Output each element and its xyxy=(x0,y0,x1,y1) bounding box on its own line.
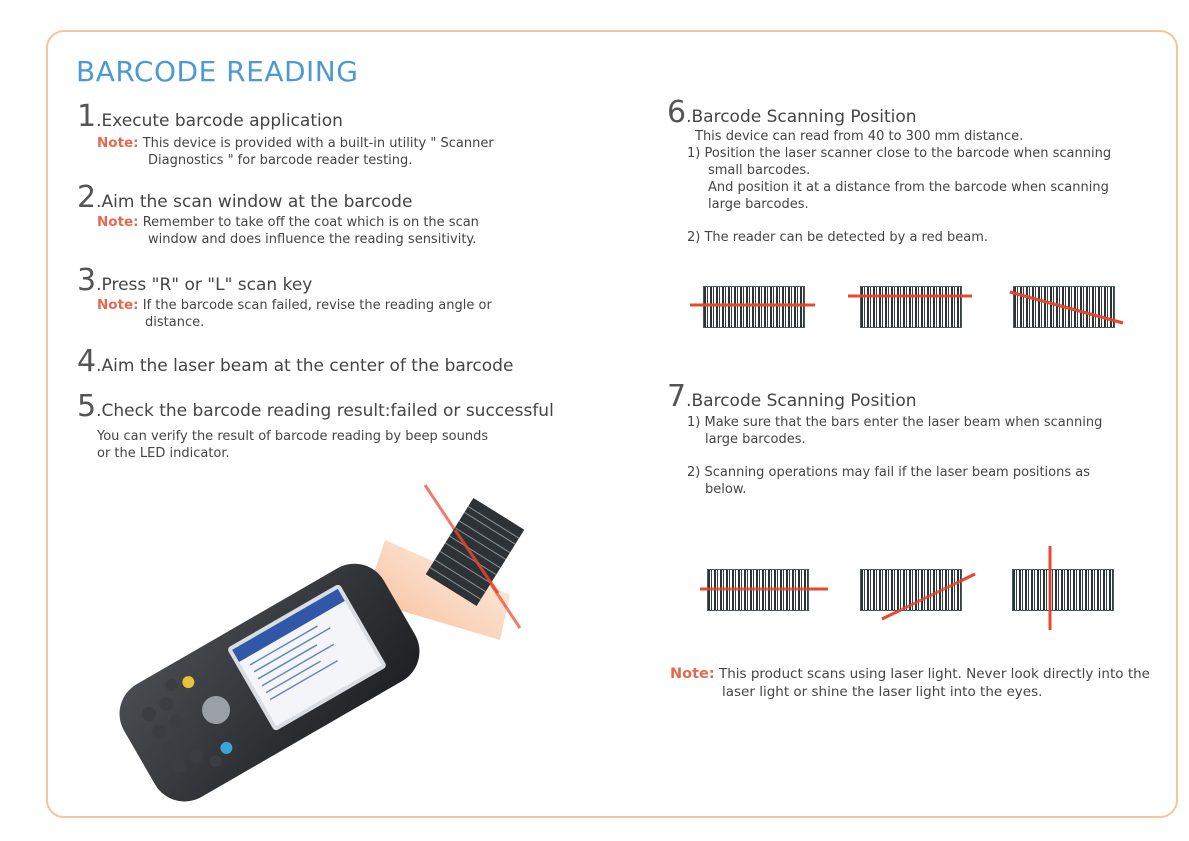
step-number: 5 xyxy=(77,389,97,424)
step-heading: Aim the laser beam at the center of the barcode xyxy=(101,356,514,376)
body-text: 2) The reader can be detected by a red beam. xyxy=(687,230,989,245)
body-text: small barcodes. xyxy=(708,163,811,178)
note-label: Note: xyxy=(97,214,139,230)
step-heading: Aim the scan window at the barcode xyxy=(101,192,413,212)
body-text: below. xyxy=(705,482,747,497)
body-text: or the LED indicator. xyxy=(97,446,230,461)
note-text: Diagnostics " for barcode reader testing. xyxy=(148,153,413,168)
note-label: Note: xyxy=(670,666,715,682)
note-text: If the barcode scan failed, revise the reading angle or xyxy=(142,298,492,313)
step-5: 5.Check the barcode reading result:failed or successful You can verify the result of barcode reading by beep sounds or the LED indicator. xyxy=(77,389,554,461)
step-6: 6.Barcode Scanning Position This device can read from 40 to 300 mm distance. 1) Position the laser scanner close to the barcode when scanning small barcodes. And position it at a distance from the barcode when scanning large barcodes. 2) The reader can be detected by a red beam. xyxy=(667,95,1112,245)
step-number: 2 xyxy=(77,180,97,215)
step-7: 7.Barcode Scanning Position 1) Make sure that the bars enter the laser beam when scanning large barcodes. 2) Scanning operations may fail if the laser beam positions as below. xyxy=(667,379,1103,497)
note-text: This product scans using laser light. Never look directly into the xyxy=(718,666,1150,682)
step-heading: Barcode Scanning Position xyxy=(691,391,917,411)
step-2: 2.Aim the scan window at the barcode Note: Remember to take off the coat which is on the scan window and does influence the reading sensitivity. xyxy=(77,180,479,247)
step-heading: Barcode Scanning Position xyxy=(691,107,917,127)
note-text: Remember to take off the coat which is on the scan xyxy=(142,215,479,230)
note-label: Note: xyxy=(97,135,139,151)
body-text: And position it at a distance from the barcode when scanning xyxy=(708,180,1109,195)
body-text: You can verify the result of barcode reading by beep sounds xyxy=(97,429,489,444)
body-text: large barcodes. xyxy=(705,432,806,447)
step-heading: Press "R" or "L" scan key xyxy=(101,275,313,295)
step-number: 6 xyxy=(667,95,687,130)
step-number: 1 xyxy=(77,99,97,134)
body-text: large barcodes. xyxy=(708,197,809,212)
note-text: window and does influence the reading sensitivity. xyxy=(148,232,477,247)
body-text: 1) Position the laser scanner close to the barcode when scanning xyxy=(687,146,1112,161)
note-label: Note: xyxy=(97,297,139,313)
step-number: 3 xyxy=(77,263,97,298)
body-text: This device can read from 40 to 300 mm distance. xyxy=(695,129,1024,144)
step-heading: Check the barcode reading result:failed or successful xyxy=(101,401,554,421)
safety-note xyxy=(670,665,1150,701)
body-text: 1) Make sure that the bars enter the laser beam when scanning xyxy=(687,415,1103,430)
note-text: distance. xyxy=(145,315,205,330)
step-4: 4.Aim the laser beam at the center of the barcode xyxy=(77,344,514,379)
body-text: 2) Scanning operations may fail if the laser beam positions as xyxy=(687,465,1090,480)
note-text: This device is provided with a built-in utility " Scanner xyxy=(142,136,494,151)
step-1: 1.Execute barcode application Note: This device is provided with a built-in utility " Scanner Diagnostics " for barcode reader testing. xyxy=(77,99,494,168)
note-text: laser light or shine the laser light into the eyes. xyxy=(722,684,1043,700)
page-title: BARCODE READING xyxy=(76,55,359,88)
step-3: 3.Press "R" or "L" scan key Note: If the barcode scan failed, revise the reading angle or distance. xyxy=(77,263,492,330)
step-number: 7 xyxy=(667,379,687,414)
step-number: 4 xyxy=(77,344,97,379)
step-heading: Execute barcode application xyxy=(101,111,343,131)
